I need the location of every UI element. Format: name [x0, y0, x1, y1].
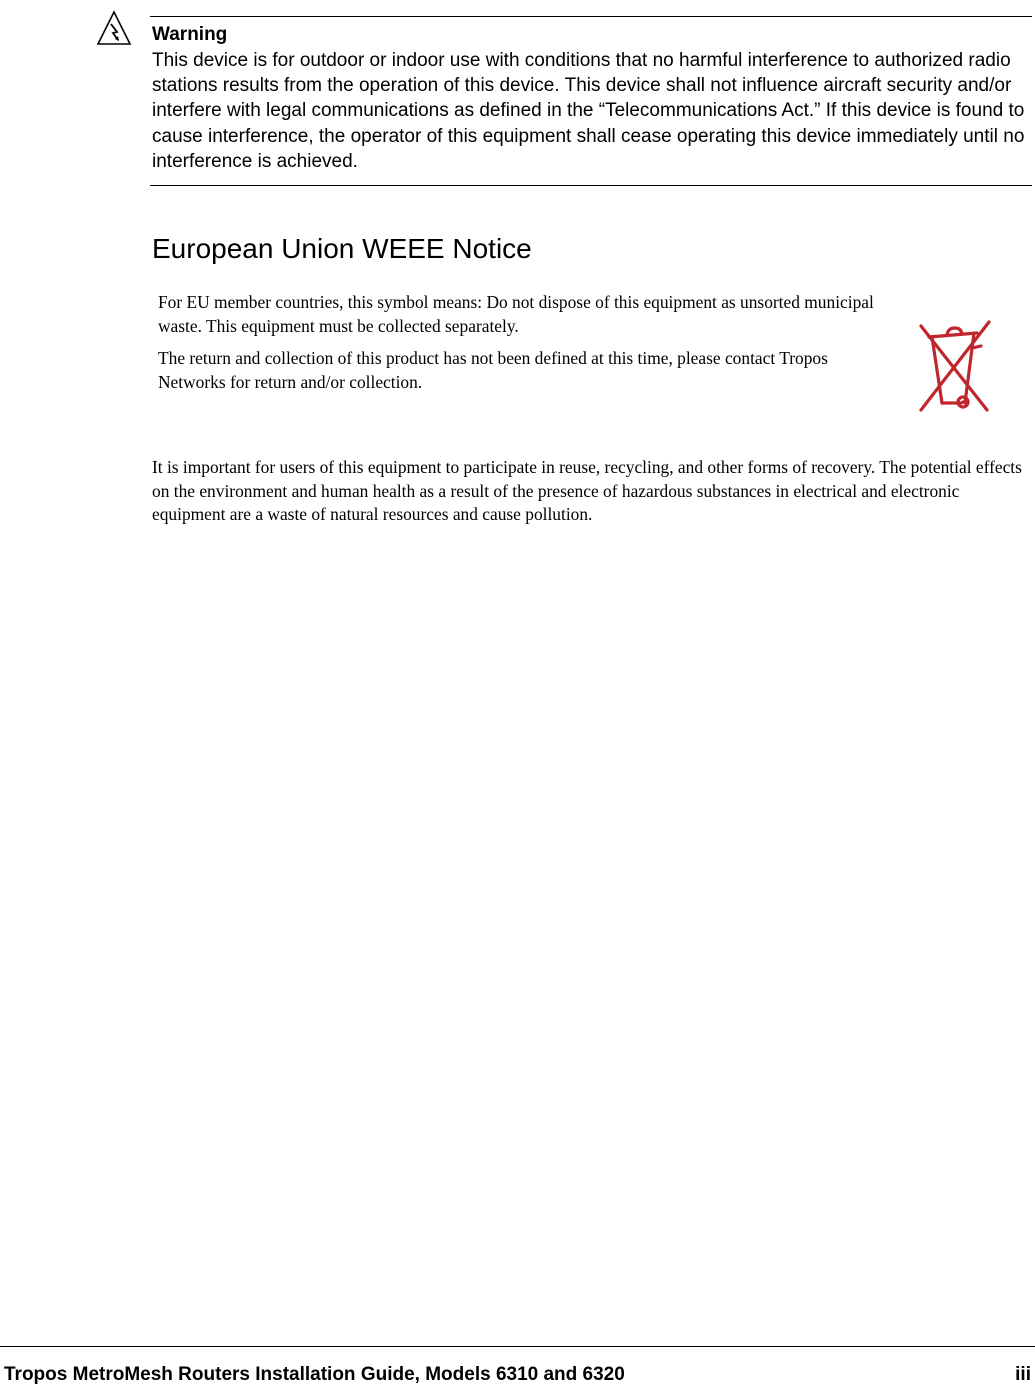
- section-title: European Union WEEE Notice: [152, 233, 532, 264]
- electrical-hazard-warning-icon: [95, 9, 133, 47]
- warning-title: Warning: [152, 24, 228, 45]
- crossed-out-wheelie-bin-icon: [915, 318, 993, 414]
- weee-paragraph-1: For EU member countries, this symbol means: Do not dispose of this equipment as unsorted municipal waste. This equipment must be collected separately.: [158, 292, 874, 336]
- warning-top-divider: [150, 16, 1032, 17]
- warning-bottom-divider: [150, 185, 1032, 186]
- page-number: iii: [1015, 1364, 1031, 1385]
- body-paragraph: It is important for users of this equipment to participate in reuse, recycling, and other forms of recovery. The potential effects on the environment and human health as a result of the presence of hazardous substances in electrical and electronic equipment are a waste of natural resources and cause pollution.: [152, 457, 1022, 524]
- warning-body: This device is for outdoor or indoor use with conditions that no harmful interference to authorized radio stations results from the operation of this device. This device shall not influence aircraft security and/or interfere with legal communications as defined in the “Telecommunications Act.” If this device is found to cause interference, the operator of this equipment shall cease operating this device immediately until no interference is achieved.: [152, 50, 1025, 172]
- footer-title: Tropos MetroMesh Routers Installation Guide, Models 6310 and 6320: [4, 1364, 625, 1385]
- footer-divider: [0, 1346, 1035, 1347]
- weee-paragraph-2: The return and collection of this product has not been defined at this time, please contact Tropos Networks for return and/or collection.: [158, 348, 828, 392]
